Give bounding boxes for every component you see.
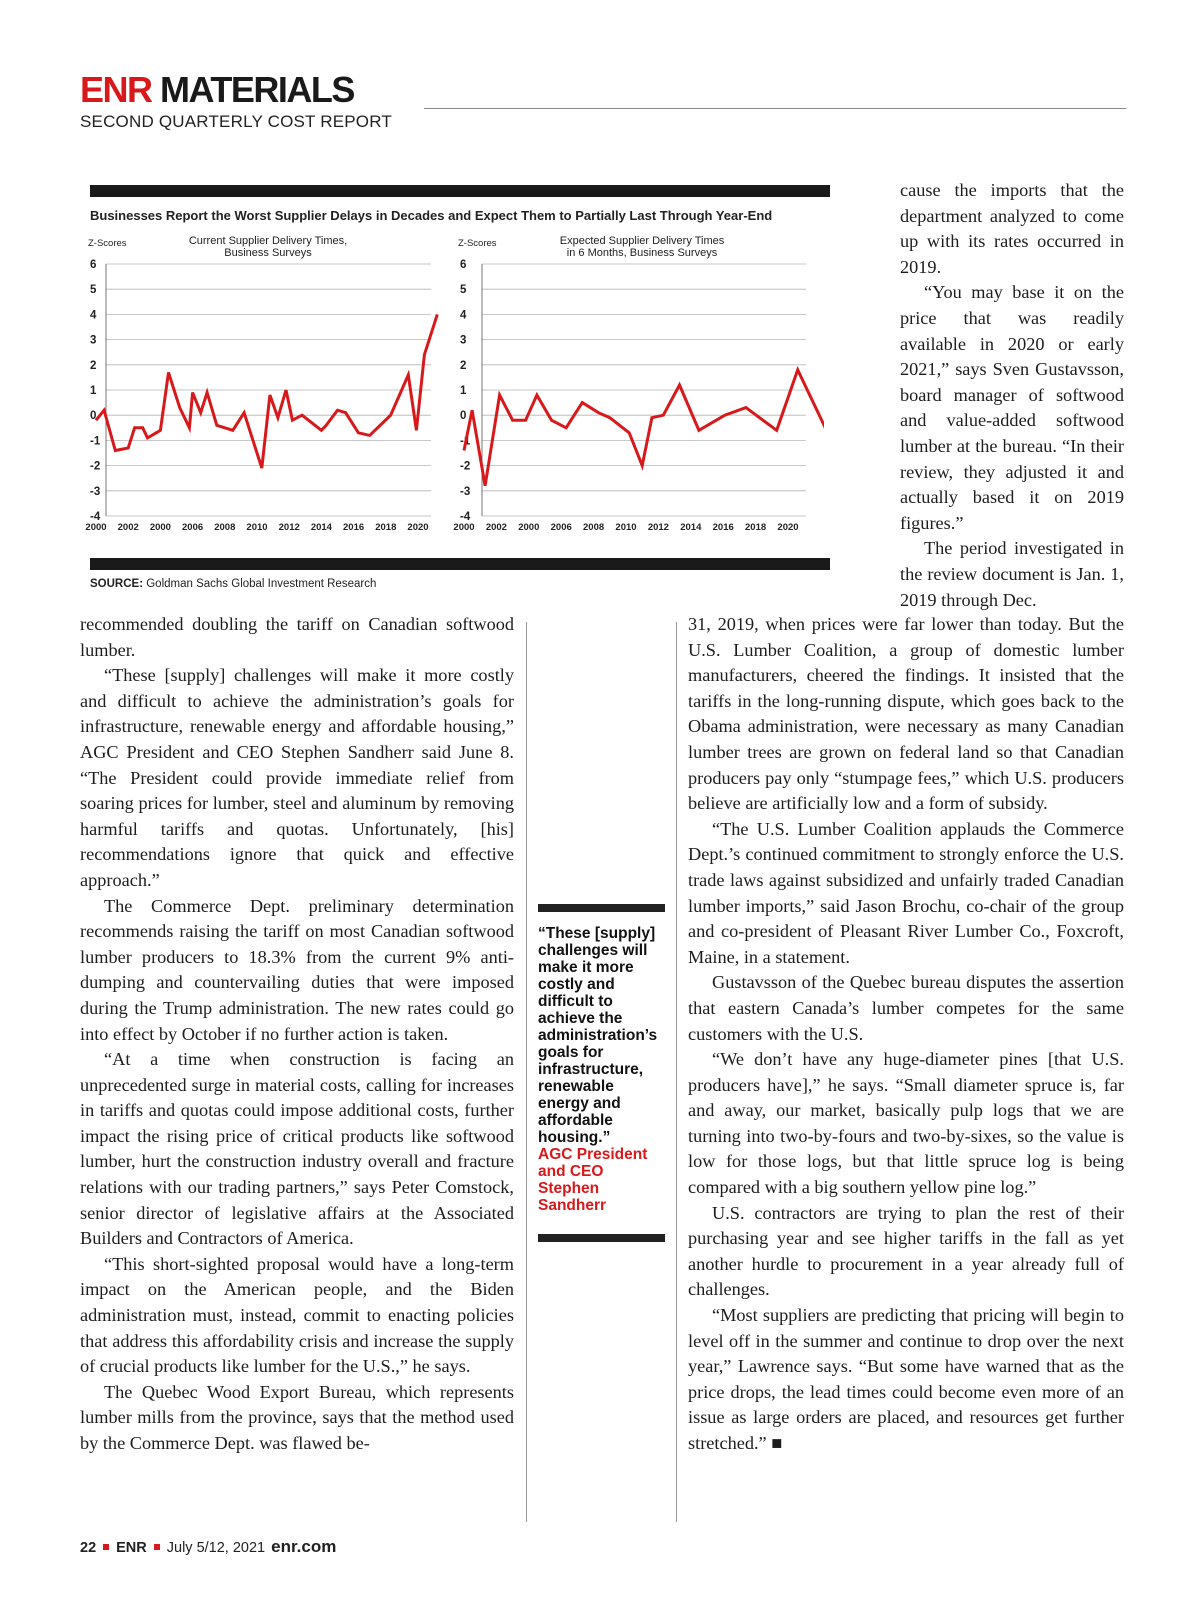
- figure-source: [90, 578, 376, 590]
- y-tick-label: 4: [90, 309, 97, 322]
- chart-title: Business Surveys: [224, 247, 312, 259]
- x-tick-label: 2014: [680, 522, 702, 533]
- figure-bottom-bar: [90, 558, 830, 570]
- y-tick-label: 5: [460, 284, 467, 297]
- header-rule: [424, 108, 1126, 109]
- paragraph: “We don’t have any huge-diameter pines [that U.S. producers have],” he says. “Small diameter spruce is, far and away, our market, basically pulp logs that we are turning into two-by-fours and two-by-sixes, so the value is low for those logs, but that little spruce log is being compared with a big southern yellow pine log.”: [688, 1049, 1124, 1198]
- paragraph: The Quebec Wood Export Bureau, which represents lumber mills from the province, says that the method used by the Commerce Dept. was flawed be-: [80, 1381, 514, 1453]
- footer-url: enr.com: [271, 1537, 337, 1556]
- source-label: SOURCE:: [90, 578, 144, 590]
- y-tick-label: -1: [90, 435, 101, 448]
- x-tick-label: 2020: [407, 522, 429, 533]
- paragraph: “The U.S. Lumber Coalition applauds the Commerce Dept.’s continued commitment to strongly enforce the U.S. trade laws against subsidized and unfairly traded Canadian lumber imports,” said Jason Brochu, co-chair of the group and co-president of Pleasant River Lumber Co., Foxcroft, Maine, in a statement.: [688, 818, 1124, 967]
- section-name: MATERIALS: [160, 69, 354, 110]
- page-number: 22: [80, 1540, 97, 1556]
- x-tick-label: 2006: [550, 522, 572, 533]
- x-tick-label: 2002: [117, 522, 139, 533]
- chart-title: in 6 Months, Business Surveys: [566, 247, 718, 259]
- chart-title: Current Supplier Delivery Times,: [188, 235, 348, 247]
- paragraph: “Most suppliers are predicting that pricing will begin to level off in the summer and continue to drop over the next year,” Lawrence says. “But some have warned that as the price drops, the lead times could become even more of an issue as large orders are placed, and resources get further stretched.” ■: [688, 1305, 1124, 1453]
- x-tick-label: 2012: [278, 522, 300, 533]
- paragraph: U.S. contractors are trying to plan the rest of their purchasing year and see higher tariffs in the fall as yet another hurdle to procurement in a year already full of challenges.: [688, 1202, 1124, 1300]
- x-tick-label: 2000: [518, 522, 540, 533]
- charts-figure: [84, 234, 824, 552]
- figure-top-bar: [90, 185, 830, 197]
- paragraph: recommended doubling the tariff on Canadian softwood lumber.: [80, 614, 514, 660]
- pull-quote-top-bar: [538, 904, 665, 912]
- y-tick-label: -2: [460, 460, 471, 473]
- y-tick-label: 4: [460, 309, 467, 322]
- y-tick-label: -4: [460, 511, 471, 523]
- series-line: [96, 314, 437, 468]
- y-tick-label: -4: [90, 511, 101, 523]
- paragraph: “You may base it on the price that was readily available in 2020 or early 2021,” says Sven Gustavsson, board manager of softwood and value-added softwood lumber at the bureau. “In their review, they adjusted it and actually based it on 2019 figures.”: [900, 282, 1124, 533]
- separator-square: [103, 1544, 109, 1550]
- x-tick-label: 2018: [745, 522, 767, 533]
- column-right: [688, 612, 1124, 1457]
- y-tick-label: 6: [460, 259, 467, 271]
- source-text: Goldman Sachs Global Investment Research: [146, 578, 377, 590]
- y-tick-label: 2: [460, 359, 467, 372]
- issue-date: July 5/12, 2021: [166, 1540, 266, 1556]
- pull-quote: [538, 925, 668, 1214]
- separator-square: [154, 1544, 160, 1550]
- footer-brand: ENR: [116, 1540, 147, 1556]
- x-tick-label: 2006: [182, 522, 204, 533]
- pull-quote-text: “These [supply] challenges will make it more costly and difficult to achieve the administration’s goals for infrastructure, renewable energy and affordable housing.”: [538, 925, 658, 1146]
- section-masthead: [80, 69, 354, 110]
- x-tick-label: 2000: [453, 522, 475, 533]
- y-tick-label: 1: [460, 385, 467, 397]
- x-tick-label: 2008: [214, 522, 236, 533]
- y-axis-label: Z-Scores: [88, 238, 127, 249]
- y-tick-label: 2: [90, 359, 97, 372]
- x-tick-label: 2008: [583, 522, 605, 533]
- page-footer: [80, 1537, 336, 1557]
- x-tick-label: 2012: [647, 522, 669, 533]
- x-tick-label: 2000: [149, 522, 171, 533]
- series-line: [464, 370, 824, 486]
- pull-quote-attribution: AGC President and CEO Stephen Sandherr: [538, 1146, 648, 1214]
- y-tick-label: 1: [90, 385, 97, 397]
- paragraph: The period investigated in the review document is Jan. 1, 2019 through Dec.: [900, 538, 1124, 610]
- paragraph: “These [supply] challenges will make it more costly and difficult to achieve the administration’s goals for infrastructure, renewable energy and affordable housing,” AGC President and CEO Stephen Sandherr said June 8. “The President could provide immediate relief from soaring prices for lumber, steel and aluminum by removing harmful tariffs and quotas. Unfortunately, [his] recommendations ignore that quick and effective approach.”: [80, 665, 514, 890]
- column-divider: [676, 622, 677, 1522]
- paragraph: 31, 2019, when prices were far lower than today. But the U.S. Lumber Coalition, a group of domestic lumber manufacturers, cheered the findings. It insisted that the tariffs in the long-running dispute, which goes back to the Obama administration, were necessary as many Canadian lumber trees are grown on federal land so that Canadian producers pay only “stumpage fees,” which U.S. producers believe are artificially low and a form of subsidy.: [688, 614, 1124, 814]
- x-tick-label: 2020: [777, 522, 799, 533]
- figure-title: Businesses Report the Worst Supplier Delays in Decades and Expect Them to Partially Last Through Year-End: [90, 208, 773, 223]
- x-tick-label: 2014: [310, 522, 332, 533]
- y-tick-label: -2: [90, 460, 101, 473]
- column-left: [80, 612, 514, 1457]
- pull-quote-bottom-bar: [538, 1234, 665, 1242]
- chart-title: Expected Supplier Delivery Times: [559, 235, 725, 247]
- y-tick-label: 0: [90, 410, 97, 423]
- x-tick-label: 2010: [615, 522, 637, 533]
- column-top-right: [900, 178, 1124, 613]
- x-tick-label: 2002: [485, 522, 507, 533]
- y-tick-label: -1: [460, 435, 471, 448]
- y-tick-label: 6: [90, 259, 97, 271]
- paragraph: Gustavsson of the Quebec bureau disputes the assertion that eastern Canada’s lumber competes for the same customers with the U.S.: [688, 972, 1124, 1044]
- paragraph: “This short-sighted proposal would have a long-term impact on the American people, and the Biden administration must, instead, commit to enacting policies that address this affordability crisis and increase the supply of crucial products like lumber for the U.S.,” he says.: [80, 1253, 514, 1377]
- paragraph: The Commerce Dept. preliminary determination recommends raising the tariff on most Canadian softwood lumber producers to 18.3% from the current 9% anti-dumping and countervailing duties that were imposed during the Trump administration. The new rates could go into effect by October if no further action is taken.: [80, 895, 514, 1044]
- report-subtitle: SECOND QUARTERLY COST REPORT: [80, 112, 392, 131]
- x-tick-label: 2010: [246, 522, 268, 533]
- y-tick-label: -3: [460, 485, 471, 498]
- y-tick-label: 5: [90, 284, 97, 297]
- paragraph: “At a time when construction is facing an unprecedented surge in material costs, calling for increases in tariffs and quotas could impose additional costs, further impact the rising price of critical products like softwood lumber, hurt the construction industry overall and fracture relations with our trading partners,” says Peter Comstock, senior director of legislative affairs at the Associated Builders and Contractors of America.: [80, 1049, 514, 1249]
- x-tick-label: 2018: [375, 522, 397, 533]
- y-tick-label: 0: [460, 410, 467, 423]
- column-divider: [526, 622, 527, 1522]
- paragraph: cause the imports that the department analyzed to come up with its rates occurred in 2019.: [900, 180, 1124, 277]
- y-axis-label: Z-Scores: [458, 238, 497, 249]
- y-tick-label: -3: [90, 485, 101, 498]
- x-tick-label: 2016: [712, 522, 734, 533]
- brand-name: ENR: [80, 69, 152, 110]
- x-tick-label: 2000: [85, 522, 107, 533]
- x-tick-label: 2016: [343, 522, 365, 533]
- y-tick-label: 3: [460, 334, 467, 347]
- y-tick-label: 3: [90, 334, 97, 347]
